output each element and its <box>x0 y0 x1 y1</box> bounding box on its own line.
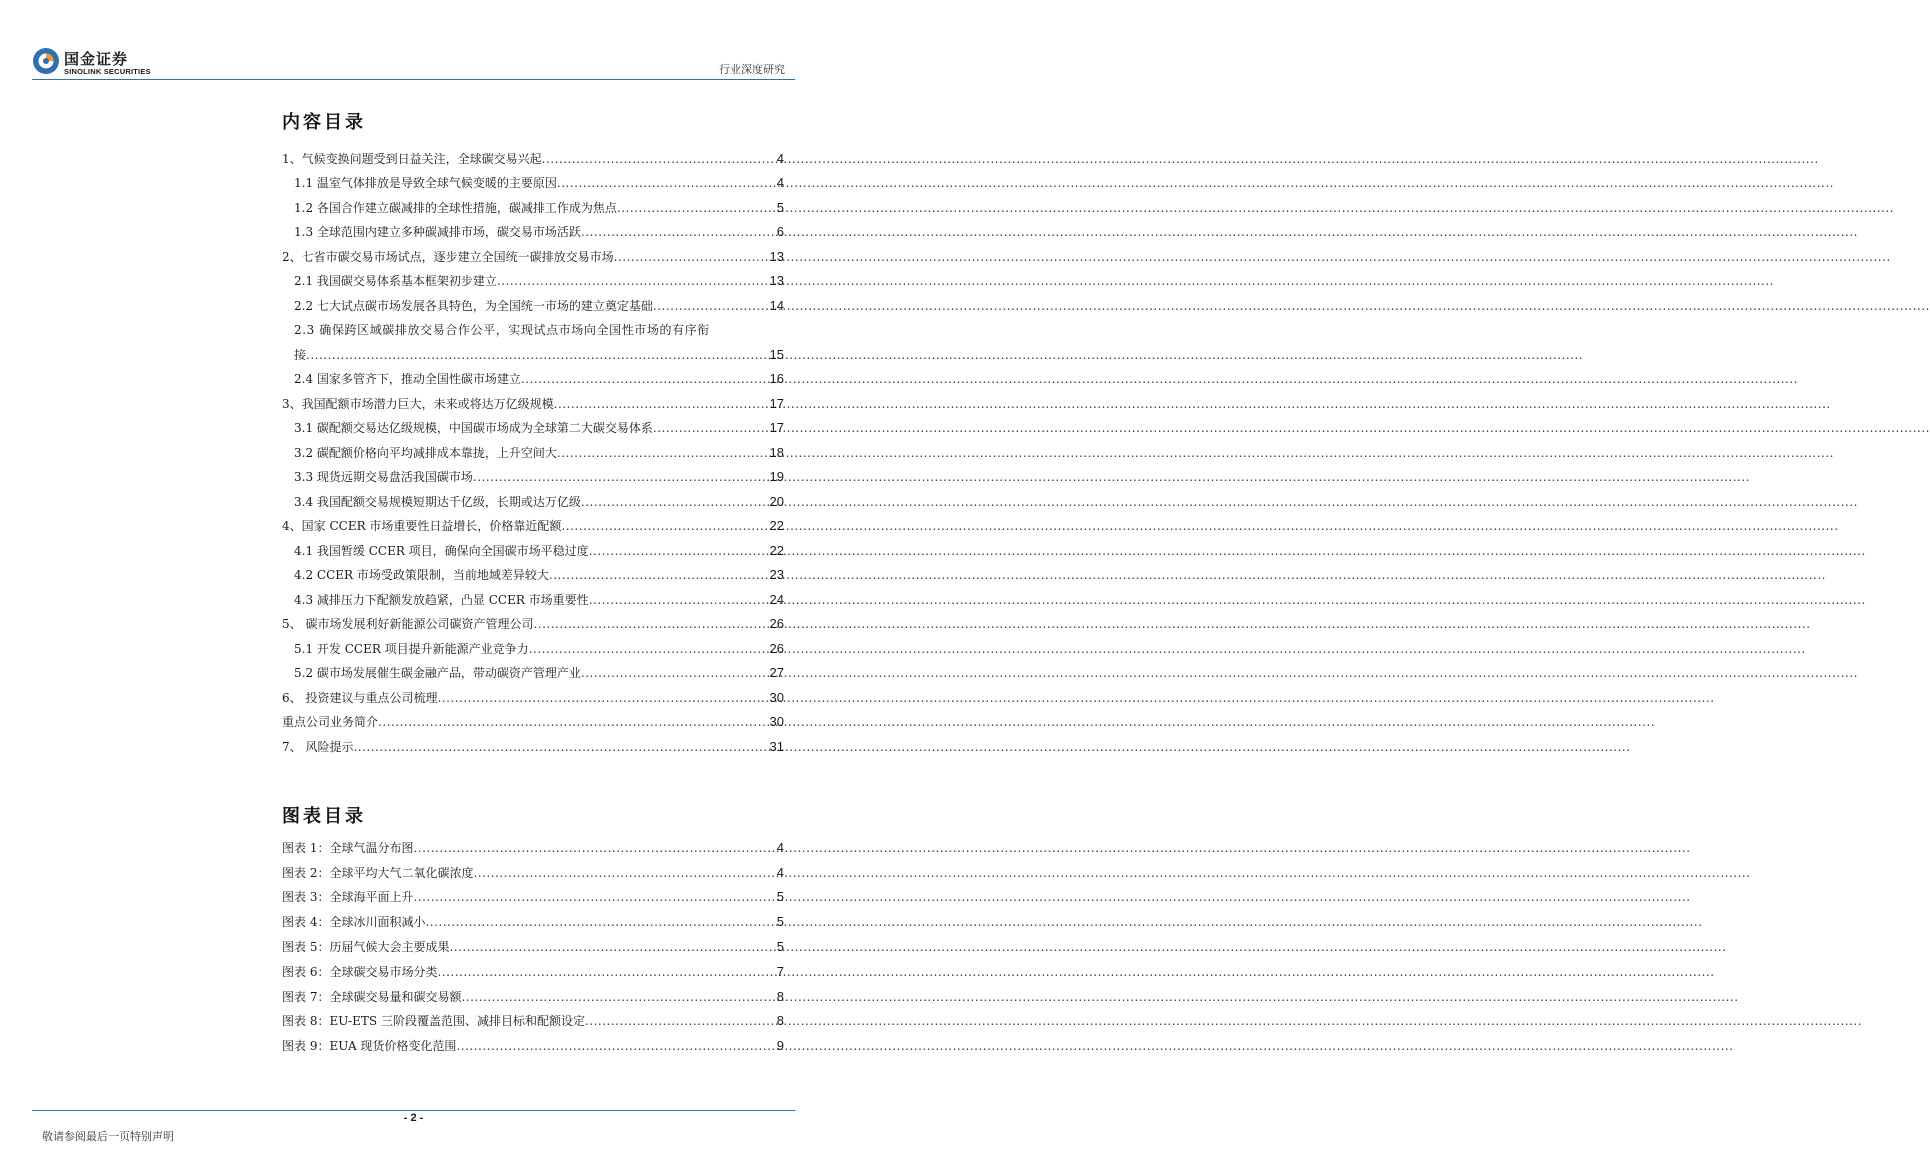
toc-entry[interactable] <box>282 705 784 730</box>
page-ref: 17 <box>769 395 784 411</box>
list-of-figures <box>282 830 784 1053</box>
page-ref: 18 <box>769 444 784 460</box>
figure-entry[interactable] <box>282 954 784 979</box>
toc-entry[interactable] <box>282 386 784 411</box>
page-ref: 16 <box>769 371 784 386</box>
page-ref: 8 <box>776 988 784 1004</box>
toc-entry-title: 3.4 我国配额交易规模短期达千亿级，长期或达万亿级 <box>294 494 581 509</box>
toc-entry[interactable] <box>282 362 784 387</box>
logo-chinese-name: 国金证券 <box>64 50 129 68</box>
leader-dots <box>653 299 769 313</box>
toc-entry[interactable] <box>282 166 784 191</box>
document-type-label: 行业深度研究 <box>719 63 785 76</box>
page-ref: 20 <box>769 493 784 509</box>
page-ref: 4 <box>776 150 784 166</box>
page-ref: 31 <box>769 738 784 754</box>
leader-dots <box>413 890 775 904</box>
toc-entry-title: 4.2 CCER 市场受政策限制，当前地域差异较大 <box>294 568 549 582</box>
figure-entry-title: 图表 9：EUA 现货价格变化范围 <box>282 1039 457 1054</box>
page-ref: 22 <box>769 518 784 533</box>
page-ref: 5 <box>776 199 784 215</box>
leader-dots <box>413 841 775 855</box>
toc-entry-title: 3.1 碳配额交易达亿级规模，中国碳市场成为全球第二大碳交易体系 <box>294 421 653 435</box>
leader-dots <box>473 866 775 880</box>
toc-entry[interactable] <box>282 533 784 558</box>
leader-dots <box>497 274 769 288</box>
leader-dots <box>473 470 769 484</box>
figure-entry[interactable] <box>282 979 784 1004</box>
page-ref: 22 <box>769 542 784 558</box>
page-ref: 27 <box>769 665 784 680</box>
page-ref: 30 <box>769 689 784 705</box>
page-ref: 5 <box>776 889 784 905</box>
figure-entry[interactable] <box>282 880 784 905</box>
figure-entry[interactable] <box>282 830 784 855</box>
toc-entry[interactable] <box>282 313 784 338</box>
figure-entry[interactable] <box>282 929 784 954</box>
toc-entry[interactable] <box>282 656 784 681</box>
page-ref: 26 <box>769 640 784 656</box>
figures-title: 图表目录 <box>282 806 366 827</box>
page-ref: 4 <box>776 175 784 190</box>
figure-entry-title: 图表 2：全球平均大气二氧化碳浓度 <box>282 865 474 880</box>
toc-entry-title: 3.2 碳配额价格向平均减排成本靠拢，上升空间大 <box>294 445 557 460</box>
page-ref: 6 <box>776 224 784 239</box>
leader-dots <box>542 152 776 166</box>
toc-entry[interactable] <box>282 215 784 240</box>
toc-entry-title: 1、气候变换问题受到日益关注，全球碳交易兴起 <box>282 151 542 166</box>
toc-entry[interactable] <box>282 460 784 485</box>
leader-dots <box>581 495 769 509</box>
toc-entry-title: 2.1 我国碳交易体系基本框架初步建立 <box>294 274 497 288</box>
leader-dots <box>561 519 768 533</box>
toc-entry-title: 2.4 国家多管齐下，推动全国性碳市场建立 <box>294 372 521 386</box>
toc-entry-title: 5、 碳市场发展利好新能源公司碳资产管理公司 <box>282 617 534 631</box>
leader-dots <box>521 372 769 386</box>
footer-disclaimer: 敬请参阅最后一页特别声明 <box>42 1130 174 1143</box>
page-ref: 13 <box>769 248 784 264</box>
leader-dots <box>437 965 775 979</box>
toc-entry-title: 1.1 温室气体排放是导致全球气候变暖的主要原因 <box>294 176 557 190</box>
toc-entry-title: 4.1 我国暂缓 CCER 项目，确保向全国碳市场平稳过度 <box>294 543 589 558</box>
toc-entry[interactable] <box>282 509 784 534</box>
toc-entry-title: 4.3 减排压力下配额发放趋紧，凸显 CCER 市场重要性 <box>294 592 589 607</box>
leader-dots <box>617 201 776 215</box>
toc-entry[interactable] <box>282 607 784 632</box>
toc-entry[interactable] <box>282 288 784 313</box>
toc-entry-title: 5.2 碳市场发展催生碳金融产品，带动碳资产管理产业 <box>294 666 581 680</box>
toc-entry-title: 2.2 七大试点碳市场发展各具特色，为全国统一市场的建立奠定基础 <box>294 298 653 313</box>
leader-dots <box>533 617 768 631</box>
toc-entry-title: 4、国家 CCER 市场重要性日益增长，价格靠近配额 <box>282 519 562 533</box>
page-ref: 15 <box>769 346 784 362</box>
leader-dots <box>557 446 769 460</box>
leader-dots <box>306 348 769 362</box>
toc-entry-title: 2.3 确保跨区域碳排放交易合作公平，实现试点市场向全国性市场的有序衔 <box>294 323 710 337</box>
figure-entry-title: 图表 1：全球气温分布图 <box>282 840 414 855</box>
leader-dots <box>549 568 769 582</box>
toc-entry[interactable] <box>282 190 784 215</box>
toc-entry-title: 1.2 各国合作建立碳减排的全球性措施，碳减排工作成为焦点 <box>294 200 617 215</box>
figure-entry[interactable] <box>282 904 784 929</box>
toc-entry[interactable] <box>282 729 784 754</box>
page-ref: 26 <box>769 616 784 631</box>
toc-entry[interactable] <box>282 264 784 289</box>
figure-entry[interactable] <box>282 1028 784 1053</box>
figure-entry-title: 图表 6：全球碳交易市场分类 <box>282 964 438 979</box>
toc-entry-title: 1.3 全球范围内建立多种碳减排市场，碳交易市场活跃 <box>294 225 581 239</box>
page-ref: 24 <box>769 591 784 607</box>
page-ref: 9 <box>776 1038 784 1054</box>
toc-entry[interactable] <box>282 239 784 264</box>
leader-dots <box>614 250 769 264</box>
leader-dots <box>589 544 769 558</box>
table-of-contents <box>282 141 784 754</box>
page-ref: 8 <box>776 1013 784 1029</box>
page-number: - 2 - <box>403 1112 424 1124</box>
figure-entry[interactable] <box>282 855 784 880</box>
toc-title: 内容目录 <box>282 112 366 133</box>
page-ref: 17 <box>769 420 784 435</box>
leader-dots <box>554 397 769 411</box>
figure-entry-title: 图表 7：全球碳交易量和碳交易额 <box>282 989 462 1004</box>
toc-entry[interactable] <box>282 582 784 607</box>
header-divider <box>32 79 795 80</box>
page-ref: 30 <box>769 714 784 729</box>
toc-entry-title: 2、七省市碳交易市场试点，逐步建立全国统一碳排放交易市场 <box>282 249 614 264</box>
toc-entry[interactable] <box>282 435 784 460</box>
leader-dots <box>378 715 769 729</box>
figure-entry-title: 图表 3：全球海平面上升 <box>282 890 414 905</box>
leader-dots <box>353 740 768 754</box>
figure-entry-title: 图表 8：EU-ETS 三阶段覆盖范围、减排目标和配额设定 <box>282 1014 585 1029</box>
leader-dots <box>529 642 769 656</box>
page-ref: 19 <box>769 469 784 484</box>
leader-dots <box>585 1014 776 1028</box>
toc-entry[interactable] <box>282 141 784 166</box>
leader-dots <box>589 593 769 607</box>
figure-entry-title: 图表 4：全球冰川面积减小 <box>282 915 426 930</box>
page-ref: 14 <box>769 297 784 313</box>
leader-dots <box>581 666 769 680</box>
toc-entry-title: 接 <box>294 347 307 362</box>
toc-entry[interactable] <box>282 631 784 656</box>
leader-dots <box>461 990 775 1004</box>
toc-entry[interactable] <box>282 484 784 509</box>
page-ref: 4 <box>776 864 784 880</box>
toc-entry[interactable] <box>282 411 784 436</box>
leader-dots <box>425 915 775 929</box>
leader-dots <box>581 225 776 239</box>
toc-entry-title: 3、我国配额市场潜力巨大，未来或将达万亿级规模 <box>282 396 554 411</box>
figure-entry[interactable] <box>282 1004 784 1029</box>
page-ref: 13 <box>769 273 784 288</box>
figure-entry-title: 图表 5：历届气候大会主要成果 <box>282 939 450 954</box>
toc-entry-continued[interactable] <box>282 337 784 362</box>
page-ref: 5 <box>776 914 784 930</box>
toc-entry-title: 重点公司业务简介 <box>282 715 379 729</box>
leader-dots <box>557 176 776 190</box>
page-ref: 5 <box>776 938 784 954</box>
page-ref: 23 <box>769 567 784 582</box>
page-ref: 4 <box>776 839 784 855</box>
toc-entry[interactable] <box>282 558 784 583</box>
leader-dots <box>456 1039 775 1053</box>
leader-dots <box>437 691 768 705</box>
toc-entry[interactable] <box>282 680 784 705</box>
page-ref: 7 <box>776 963 784 979</box>
footer-divider <box>32 1110 795 1111</box>
toc-entry-title: 6、 投资建议与重点公司梳理 <box>282 690 438 705</box>
toc-entry-title: 5.1 开发 CCER 项目提升新能源产业竞争力 <box>294 641 529 656</box>
leader-dots <box>653 421 769 435</box>
logo-english-name: SINOLINK SECURITIES <box>64 67 151 76</box>
company-logo <box>32 47 154 81</box>
sinolink-logo-icon <box>32 47 60 75</box>
toc-entry-title: 7、 风险提示 <box>282 739 354 754</box>
leader-dots <box>449 940 775 954</box>
toc-entry-title: 3.3 现货远期交易盘活我国碳市场 <box>294 470 473 484</box>
